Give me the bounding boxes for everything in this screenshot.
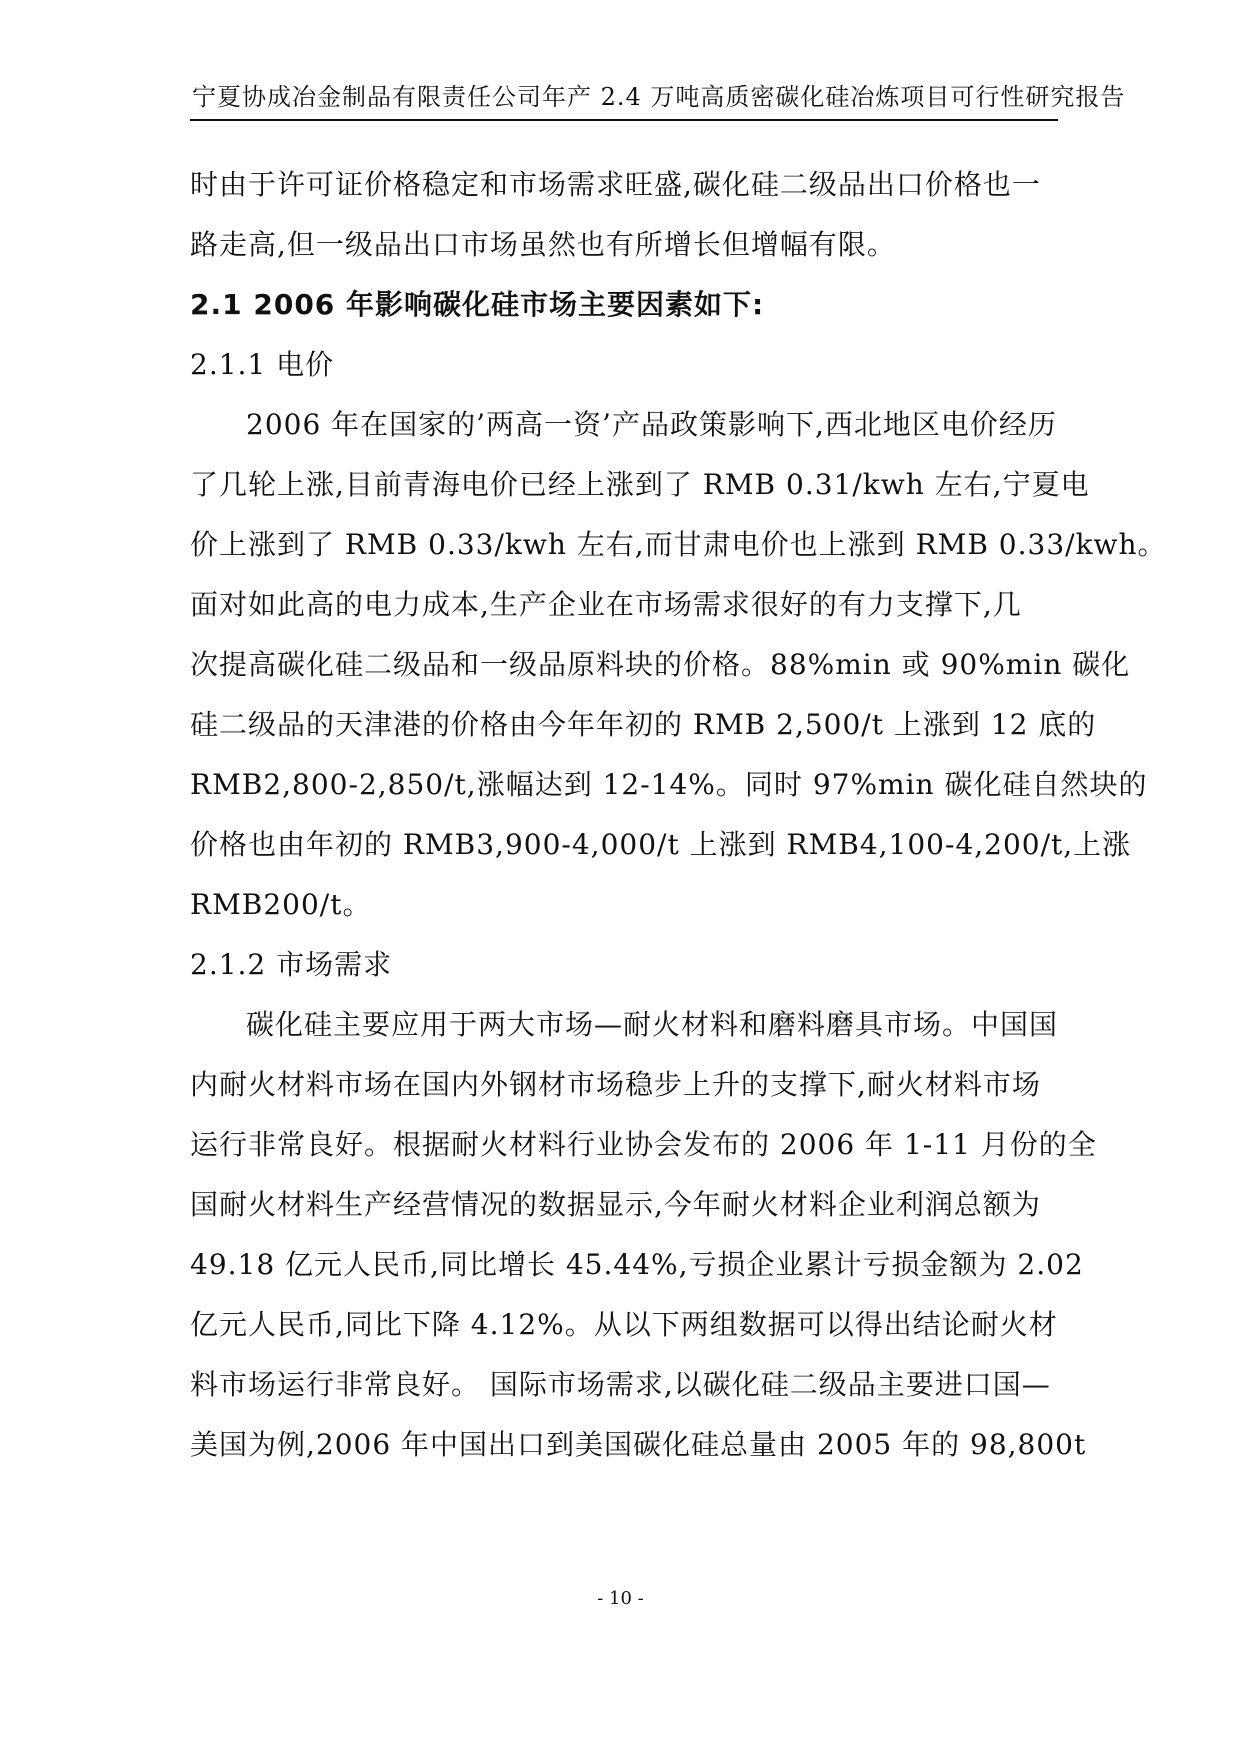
header-title: 宁夏协成冶金制品有限责任公司年产 2.4 万吨高质密碳化硅冶炼项目可行性研究报告 <box>192 83 1126 111</box>
paragraph-line: 硅二级品的天津港的价格由今年年初的 RMB 2,500/t 上涨到 12 底的 <box>190 708 1097 741</box>
subsection-heading-2-1-1: 2.1.1 电价 <box>190 348 335 381</box>
paragraph-line: 面对如此高的电力成本,生产企业在市场需求很好的有力支撑下,几 <box>190 588 1022 621</box>
paragraph-line: 2006 年在国家的’两高一资’产品政策影响下,西北地区电价经历 <box>246 408 1057 441</box>
paragraph-line: 时由于许可证价格稳定和市场需求旺盛,碳化硅二级品出口价格也一 <box>190 168 1041 201</box>
paragraph-line: 料市场运行非常良好。 国际市场需求,以碳化硅二级品主要进口国— <box>190 1368 1051 1401</box>
paragraph-line: 路走高,但一级品出口市场虽然也有所增长但增幅有限。 <box>190 228 896 261</box>
paragraph-line: 内耐火材料市场在国内外钢材市场稳步上升的支撑下,耐火材料市场 <box>190 1068 1041 1101</box>
paragraph-line: 亿元人民币,同比下降 4.12%。从以下两组数据可以得出结论耐火材 <box>190 1308 1058 1341</box>
paragraph-line: RMB2,800-2,850/t,涨幅达到 12-14%。同时 97%min 碳化硅自然块的 <box>190 768 1148 801</box>
paragraph-line: 价上涨到了 RMB 0.33/kwh 左右,而甘肃电价也上涨到 RMB 0.33/kwh。 <box>190 528 1167 561</box>
paragraph-line: 了几轮上涨,目前青海电价已经上涨到了 RMB 0.31/kwh 左右,宁夏电 <box>190 468 1090 501</box>
paragraph-line: 49.18 亿元人民币,同比增长 45.44%,亏损企业累计亏损金额为 2.02 <box>190 1248 1084 1281</box>
paragraph-line: 运行非常良好。根据耐火材料行业协会发布的 2006 年 1-11 月份的全 <box>190 1128 1097 1161</box>
subsection-heading-2-1-2: 2.1.2 市场需求 <box>190 948 393 981</box>
paragraph-line: 次提高碳化硅二级品和一级品原料块的价格。88%min 或 90%min 碳化 <box>190 648 1131 681</box>
page-number: - 10 - <box>597 1588 644 1609</box>
paragraph-line: 国耐火材料生产经营情况的数据显示,今年耐火材料企业利润总额为 <box>190 1188 1041 1221</box>
paragraph-line: 碳化硅主要应用于两大市场—耐火材料和磨料磨具市场。中国国 <box>246 1008 1059 1041</box>
paragraph-line: RMB200/t。 <box>190 888 372 921</box>
paragraph-line: 美国为例,2006 年中国出口到美国碳化硅总量由 2005 年的 98,800t <box>190 1428 1087 1461</box>
page-body <box>190 155 1167 1475</box>
section-heading-2-1: 2.1 2006 年影响碳化硅市场主要因素如下: <box>190 288 765 321</box>
header-divider <box>190 119 1058 121</box>
paragraph-line: 价格也由年初的 RMB3,900-4,000/t 上涨到 RMB4,100-4,200/t,上涨 <box>190 828 1132 861</box>
